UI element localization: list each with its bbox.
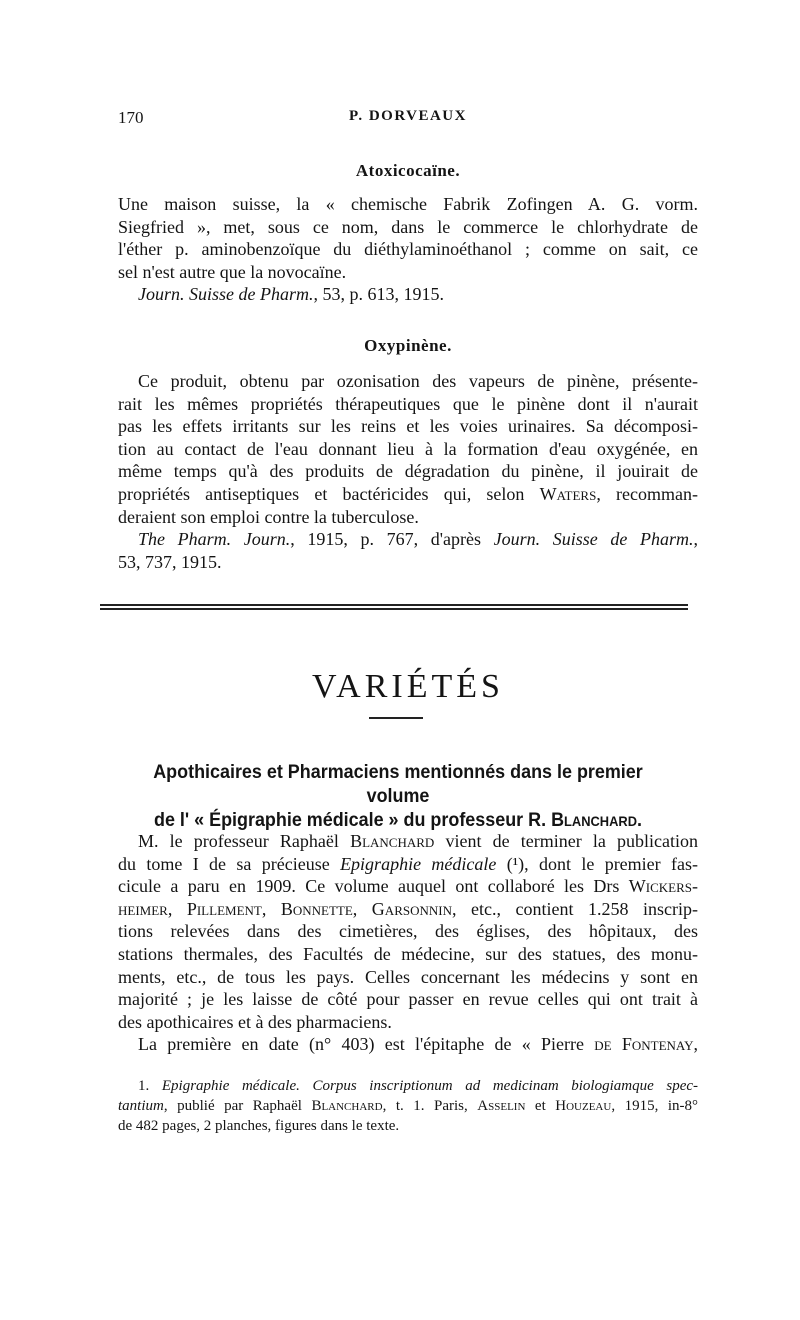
book-title: Epigraphie médicale. Corpus inscriptionum ad medicinam biologiamque spec- (161, 1078, 699, 1094)
author-name: Wickers- (628, 876, 698, 897)
footnote (118, 1076, 698, 1136)
text-line (118, 875, 698, 898)
text-span: , t. 1. Paris, (382, 1098, 478, 1114)
text-line: stations thermales, des Facultés de médecine, sur des statues, des monu- (118, 943, 698, 964)
journal-title: The Pharm. Journ. (138, 529, 291, 550)
reference-line (118, 528, 698, 551)
text-span: La première en date (n° 403) est l'épitaphe de « Pierre (138, 1034, 595, 1055)
author-name: Blanchard (350, 831, 435, 851)
text-line: deraient son emploi contre la tuberculose. (118, 506, 419, 527)
reference-line: 53, 737, 1915. (118, 551, 222, 572)
reference-detail: , 1915, p. 767, d'après (290, 529, 494, 550)
text-line: sel n'est autre que la novocaïne. (118, 261, 347, 282)
reference-detail: , (693, 529, 698, 550)
text-line (118, 853, 698, 876)
journal-title: Journ. Suisse de Pharm. (493, 529, 694, 550)
paragraph-atoxicocaine (118, 193, 698, 306)
text-span: , publié par Raphaël (163, 1098, 312, 1114)
author-name: Blanchard (311, 1098, 383, 1114)
reference-line (118, 283, 698, 306)
text-line: rait les mêmes propriétés thérapeutiques que le pinène dont il n'aurait (118, 393, 698, 414)
section-heading-atoxicocaine: Atoxicocaïne. (355, 161, 461, 180)
book-title: Epigraphie médicale (340, 853, 497, 874)
text-span: vient de terminer la publication (434, 831, 698, 851)
author-names: heimer, Pillement, Bonnette, Garsonnin (118, 898, 452, 919)
footnote-line (118, 1076, 698, 1096)
text-line: l'éther p. aminobenzoïque du diéthylaminoéthanol ; comme on sait, ce (118, 239, 698, 260)
running-title: P. DORVEAUX (349, 108, 467, 124)
text-line: même temps qu'à des produits de dégradation du pinène, il jouirait de (118, 461, 698, 482)
section-divider (100, 608, 688, 610)
text-span: , 1915, in-8° (611, 1098, 698, 1114)
text-span: Ce produit, obtenu par ozonisation des vapeurs de pinène, présente- (138, 371, 698, 391)
book-title: tantium (118, 1098, 164, 1114)
section-heading-oxypinene: Oxypinène. (364, 336, 452, 355)
text-line: majorité ; je les laisse de côté pour passer en revue celles qui ont trait à (118, 989, 698, 1010)
footnote-number: 1. (138, 1078, 162, 1094)
text-line: Une maison suisse, la « chemische Fabrik Zofingen A. G. vorm. (118, 194, 698, 214)
page-number: 170 (118, 108, 144, 127)
text-span: et (525, 1098, 556, 1114)
running-header (118, 108, 698, 130)
text-span: , (693, 1034, 698, 1055)
person-name: de Fontenay (594, 1034, 694, 1055)
reference-detail: , 53, p. 613, 1915. (313, 284, 444, 305)
author-name: Waters (539, 483, 597, 504)
chapter-heading: VARIÉTÉS (312, 668, 504, 705)
publisher-name: Houzeau (555, 1098, 612, 1114)
paragraph-oxypinene (118, 370, 698, 573)
text-span: , recomman- (596, 483, 699, 504)
text-line (118, 1033, 698, 1056)
section-divider (100, 604, 688, 606)
article-title (120, 760, 676, 832)
text-line (118, 370, 698, 393)
article-title-line (120, 808, 676, 832)
text-span: . (637, 809, 643, 831)
text-line: Siegfried », met, sous ce nom, dans le commerce le chlorhydrate de (118, 216, 698, 237)
text-line (118, 483, 698, 506)
footnote-line: de 482 pages, 2 planches, figures dans le texte. (118, 1118, 400, 1134)
text-line (118, 898, 698, 921)
article-title-line: Apothicaires et Pharmaciens mentionnés dans le premier volume (153, 761, 643, 807)
text-line: pas les effets irritants sur les reins et les voies urinaires. Sa décomposi- (118, 416, 698, 437)
text-line: tions relevées dans des cimetières, des églises, des hôpitaux, des (118, 921, 698, 942)
publisher-name: Asselin (477, 1098, 526, 1114)
text-span: du tome I de sa précieuse (118, 853, 341, 874)
heading-underline (369, 717, 423, 719)
text-span: de l' « Épigraphie médicale » du professeur R. (153, 809, 552, 831)
text-line: tion au contact de l'eau donnant lieu à la formation d'eau oxygénée, en (118, 438, 698, 459)
text-span: propriétés antiseptiques et bactéricides qui, selon (118, 483, 540, 504)
text-line (118, 830, 698, 853)
paragraph-article (118, 830, 698, 1056)
text-span: (¹), dont le premier fas- (496, 853, 698, 874)
footnote-line (118, 1096, 698, 1116)
text-span: , etc., contient 1.258 inscrip- (451, 898, 698, 919)
text-line: des apothicaires et à des pharmaciens. (118, 1011, 392, 1032)
text-span: cicule a paru en 1909. Ce volume auquel ont collaboré les Drs (118, 876, 629, 897)
text-span: M. le professeur Raphaël (138, 831, 351, 851)
text-line: ments, etc., de tous les pays. Celles concernant les médecins y sont en (118, 966, 698, 987)
journal-title: Journ. Suisse de Pharm. (138, 284, 314, 305)
author-name: Blanchard (551, 809, 638, 831)
